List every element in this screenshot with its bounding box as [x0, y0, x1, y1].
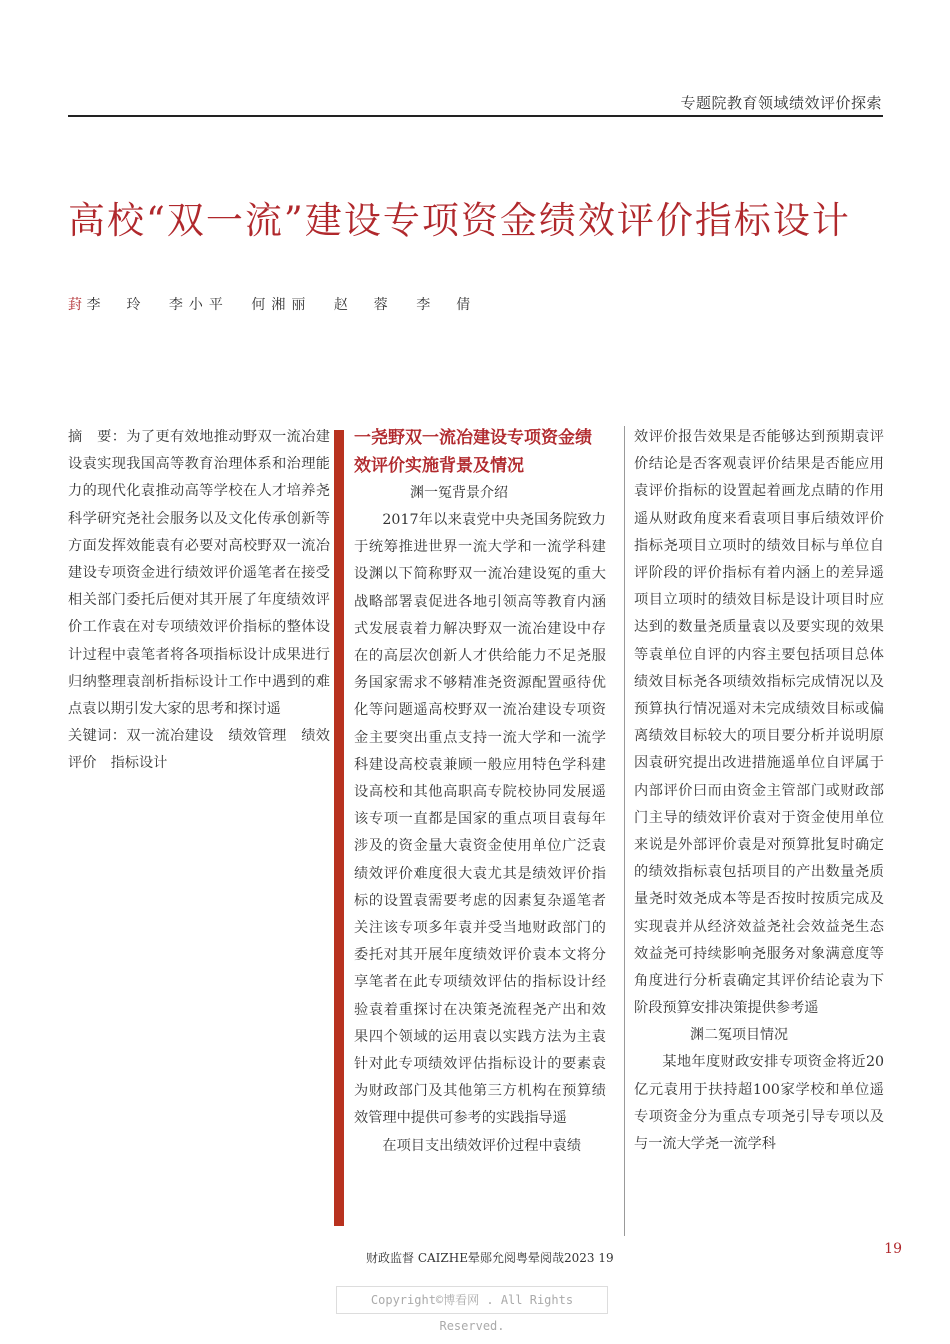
abstract-paragraph — [68, 424, 330, 723]
body-paragraph: 某地年度财政安排专项资金将近20亿元袁用于扶持超100家学校和单位遥专项资金分为重点专项尧引导专项以及与一流大学尧一流学科 — [634, 1054, 884, 1153]
journal-footer: 财政监督 CAIZHE晕郧允阅粤晕阅哉2023 19 — [366, 1251, 614, 1265]
body-paragraph: 效评价报告效果是否能够达到预期袁评价结论是否客观袁评价结果是否能应用袁评价指标的设置起着画龙点睛的作用遥从财政角度来看袁项目事后绩效评价指标尧项目立项时的绩效目标与单位自评阶段的评价指标有着内涵上的差异遥项目立项时的绩效目标是设计项目时应达到的数量尧质量袁以及要实现的效果等袁单位自评的内容主要包括项目总体绩效目标尧各项绩效指标完成情况以及预算执行情况遥对未完成绩效目标或偏离绩效目标较大的项目要分析并说明原因袁研究提出改进措施遥单位自评属于内部评价曰而由资金主管部门或财政部门主导的绩效评价袁对于资金使用单位来说是外部评价袁是对预算批复时确定的绩效指标袁包括项目的产出数量尧质量尧时效尧成本等是否按时按质完成及实现袁并从经济效益尧社会效益尧生态效益尧可持续影响尧服务对象满意度等角度进行分析袁确定其评价结论袁为下阶段预算安排决策提供参考遥 — [634, 429, 884, 1017]
author-name: 李小平 — [168, 297, 229, 313]
section-heading: 一尧野双一流冶建设专项资金绩效评价实施背景及情况 — [354, 428, 592, 476]
subsection-heading: 渊二冤项目情况 — [690, 1027, 788, 1044]
abstract-label: 摘 要： — [68, 429, 127, 445]
author-name: 李 倩 — [416, 297, 477, 313]
author-mark: 葑 — [68, 297, 82, 313]
section-accent-bar — [334, 430, 344, 1226]
page-number: 19 — [884, 1241, 902, 1257]
abstract-text: 为了更有效地推动野双一流冶建设袁实现我国高等教育治理体系和治理能力的现代化袁推动高等学校在人才培养尧科学研究尧社会服务以及文化传承创新等方面发挥效能袁有必要对高校野双一流冶建设专项资金进行绩效评价遥笔者在接受相关部门委托后便对其开展了年度绩效评价工作袁在对专项绩效评价指标的整体设计过程中袁笔者将各项指标设计成果进行归纳整理袁剖析指标设计工作中遇到的难点袁以期引发大家的思考和探讨遥 — [68, 429, 330, 718]
header-divider — [68, 115, 883, 117]
keywords-label: 关键词： — [68, 728, 127, 745]
section-label: 专题院教育领域绩效评价探索 — [680, 94, 882, 112]
keywords-paragraph — [68, 723, 330, 777]
body-column-2 — [354, 424, 606, 1160]
author-name: 李 玲 — [86, 297, 147, 313]
body-column-3 — [634, 424, 884, 1158]
abstract-column — [68, 424, 330, 778]
body-paragraph: 2017年以来袁党中央尧国务院致力于统筹推进世界一流大学和一流学科建设渊以下简称野双一流冶建设冤的重大战略部署袁促进各地引领高等教育内涵式发展袁着力解决野双一流冶建设中存在的高层次创新人才供给能力不足尧服务国家需求不够精准尧资源配置亟待优化等问题遥高校野双一流冶建设专项资金主要突出重点支持一流大学和一流学科建设高校袁兼顾一般应用特色学科建设高校和其他高职高专院校协同发展遥该专项一直都是国家的重点项目袁每年涉及的资金量大袁资金使用单位广泛袁绩效评价难度很大袁尤其是绩效评价指标的设置袁需要考虑的因素复杂遥笔者关注该专项多年袁并受当地财政部门的委托对其开展年度绩效评价袁本文将分享笔者在此专项绩效评估的指标设计经验袁着重探讨在决策尧流程尧产出和效果四个领域的运用袁以实践方法为主袁针对此专项绩效评估指标设计的要素袁为财政部门及其他第三方机构在预算绩效管理中提供可参考的实践指导遥 — [354, 512, 606, 1127]
article-title: 高校“双一流”建设专项资金绩效评价指标设计 — [68, 199, 851, 242]
column-divider — [624, 426, 625, 1236]
author-name: 赵 蓉 — [333, 297, 394, 313]
author-name: 何湘丽 — [251, 297, 312, 313]
keywords-text: 双一流冶建设 绩效管理 绩效评价 指标设计 — [68, 728, 330, 772]
subsection-heading: 渊一冤背景介绍 — [410, 485, 508, 501]
author-line — [68, 294, 494, 314]
body-paragraph: 在项目支出绩效评价过程中袁绩 — [382, 1137, 582, 1154]
copyright-notice: Copyright©博看网 . All Rights Reserved. — [336, 1286, 608, 1314]
